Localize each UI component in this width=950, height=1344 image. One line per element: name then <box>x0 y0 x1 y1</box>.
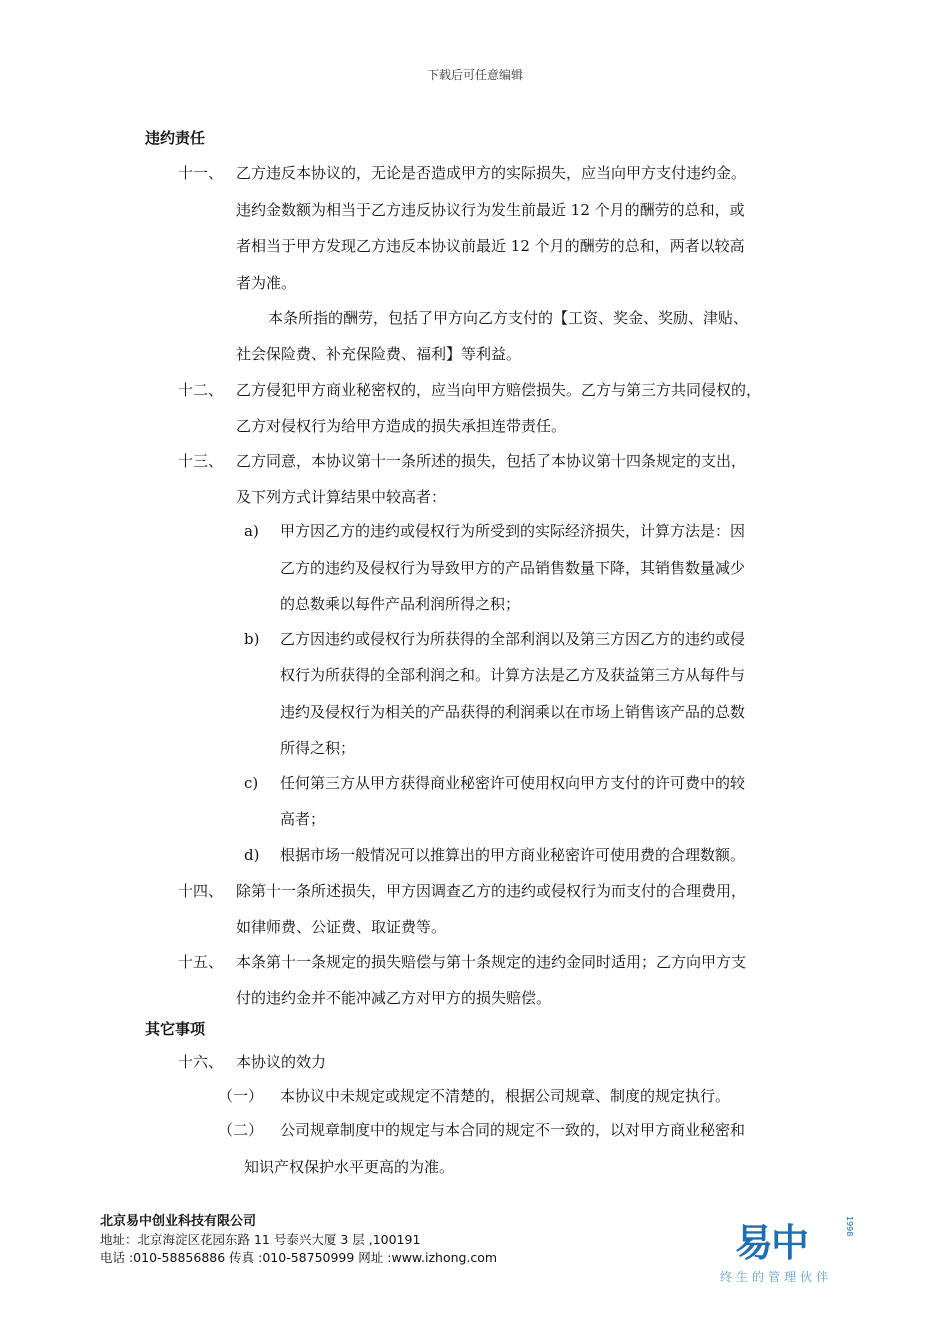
article-text: 乙方侵犯甲方商业秘密权的，应当向甲方赔偿损失。乙方与第三方共同侵权的， <box>236 381 762 399</box>
list-text: 违约及侵权行为相关的产品获得的利润乘以在市场上销售该产品的总数 <box>280 703 746 721</box>
list-label: b) <box>244 630 260 648</box>
list-text: 任何第三方从甲方获得商业秘密许可使用权向甲方支付的许可费中的较 <box>280 774 746 792</box>
article-text: 者相当于甲方发现乙方违反本协议前最近 12 个月的酬劳的总和，两者以较高 <box>236 237 745 255</box>
article-text: 违约金数额为相当于乙方违反协议行为发生前最近 12 个月的酬劳的总和，或 <box>236 201 745 219</box>
article-text: 社会保险费、补充保险费、福利】等利益。 <box>236 345 522 363</box>
article-text: 付的违约金并不能冲减乙方对甲方的损失赔偿。 <box>236 989 552 1007</box>
article-text: 本条第十一条规定的损失赔偿与第十条规定的违约金同时适用；乙方向甲方支 <box>236 953 747 971</box>
article-text: 除第十一条所述损失，甲方因调查乙方的违约或侵权行为而支付的合理费用， <box>236 882 747 900</box>
list-label: （二） <box>218 1121 264 1139</box>
footer-contact: 电话 :010-58856886 传真 :010-58750999 网址 :www.izhong.com <box>100 1250 498 1265</box>
list-text: 所得之积； <box>280 739 356 757</box>
section-title-other: 其它事项 <box>145 1020 206 1038</box>
article-number: 十五、 <box>178 953 224 971</box>
footer <box>100 1213 497 1267</box>
header-note: 下载后可任意编辑 <box>426 68 523 82</box>
list-label: c) <box>244 774 259 792</box>
list-label: a) <box>244 522 259 540</box>
article-number: 十六、 <box>178 1053 224 1071</box>
article-text: 者为准。 <box>236 274 297 292</box>
article-text: 本条所指的酬劳，包括了甲方向乙方支付的【工资、奖金、奖励、津贴、 <box>268 309 749 327</box>
article-text: 乙方同意，本协议第十一条所述的损失，包括了本协议第十四条规定的支出， <box>236 452 747 470</box>
section-title-breach: 违约责任 <box>145 129 206 147</box>
article-text: 乙方违反本协议的，无论是否造成甲方的实际损失，应当向甲方支付违约金。 <box>236 164 747 182</box>
article-number: 十一、 <box>178 164 224 182</box>
list-text: 的总数乘以每件产品利润所得之积； <box>280 595 521 613</box>
footer-company: 北京易中创业科技有限公司 <box>100 1214 257 1229</box>
list-text: 知识产权保护水平更高的为准。 <box>244 1158 455 1176</box>
list-text: 高者； <box>280 810 326 828</box>
article-text: 乙方对侵权行为给甲方造成的损失承担连带责任。 <box>236 417 567 435</box>
article-number: 十二、 <box>178 381 224 399</box>
list-text: 本协议中未规定或规定不清楚的，根据公司规章、制度的规定执行。 <box>280 1087 731 1105</box>
list-text: 乙方因违约或侵权行为所获得的全部利润以及第三方因乙方的违约或侵 <box>280 630 746 648</box>
logo-slogan: 终生的管理伙伴 <box>720 1270 833 1284</box>
company-logo <box>720 1212 855 1292</box>
list-text: 权行为所获得的全部利润之和。计算方法是乙方及获益第三方从每件与 <box>280 666 746 684</box>
footer-address: 地址：北京海淀区花园东路 11 号泰兴大厦 3 层 ,100191 <box>100 1232 421 1247</box>
article-text: 及下列方式计算结果中较高者： <box>236 488 447 506</box>
list-text: 乙方的违约及侵权行为导致甲方的产品销售数量下降，其销售数量减少 <box>280 559 746 577</box>
logo-text: 易中 <box>735 1221 808 1265</box>
article-text: 本协议的效力 <box>236 1053 327 1071</box>
article-text: 如律师费、公证费、取证费等。 <box>236 918 447 936</box>
article-number: 十四、 <box>178 882 224 900</box>
list-text: 根据市场一般情况可以推算出的甲方商业秘密许可使用费的合理数额。 <box>280 846 746 864</box>
list-label: （一） <box>218 1087 264 1105</box>
list-text: 公司规章制度中的规定与本合同的规定不一致的，以对甲方商业秘密和 <box>280 1121 746 1139</box>
article-number: 十三、 <box>178 452 224 470</box>
list-text: 甲方因乙方的违约或侵权行为所受到的实际经济损失，计算方法是：因 <box>280 522 746 540</box>
list-label: d) <box>244 846 260 864</box>
logo-year: 1998 <box>845 1216 854 1237</box>
